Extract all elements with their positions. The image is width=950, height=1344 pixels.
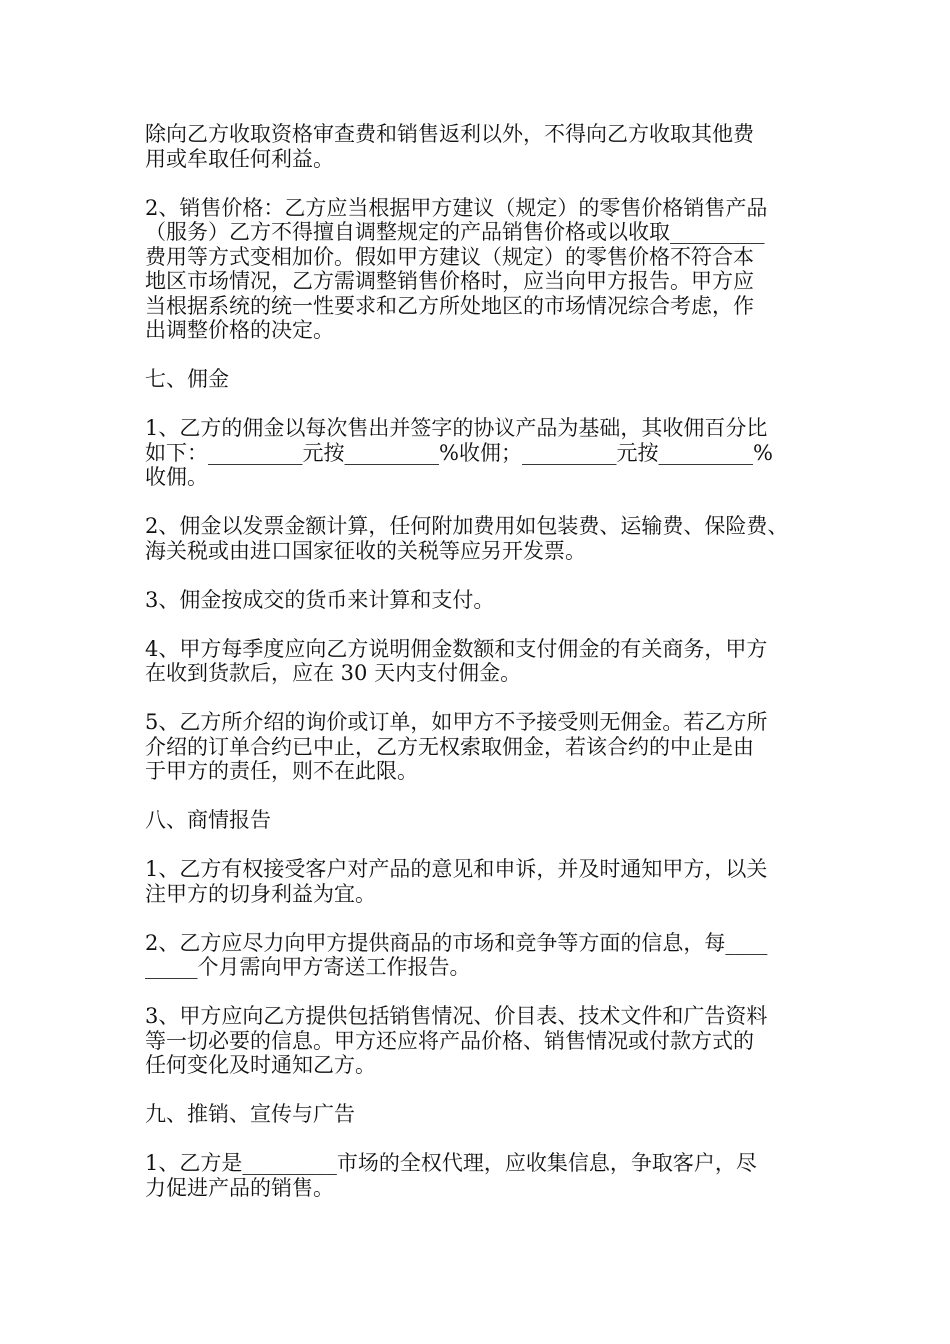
text-line: 2、销售价格：乙方应当根据甲方建议（规定）的零售价格销售产品 xyxy=(145,195,768,220)
text-line: 介绍的订单合约已中止，乙方无权索取佣金，若该合约的中止是由 xyxy=(145,734,754,759)
text-line: 在收到货款后，应在 30 天内支付佣金。 xyxy=(145,661,522,685)
text-line: 1、乙方的佣金以每次售出并签字的协议产品为基础，其收佣百分比 xyxy=(145,416,768,440)
text-line: 费用等方式变相加价。假如甲方建议（规定）的零售价格不符合本 xyxy=(145,244,754,269)
paragraph xyxy=(145,122,817,171)
paragraph xyxy=(145,857,817,906)
paragraph xyxy=(145,1004,817,1078)
text-line: 3、佣金按成交的货币来计算和支付。 xyxy=(145,587,495,612)
text-line: 九、推销、宣传与广告 xyxy=(145,1102,355,1126)
paragraph xyxy=(145,931,817,980)
paragraph xyxy=(145,514,817,563)
text-line: 用或牟取任何利益。 xyxy=(145,146,334,171)
text-line: 力促进产品的销售。 xyxy=(145,1175,334,1200)
text-line: 当根据系统的统一性要求和乙方所处地区的市场情况综合考虑，作 xyxy=(145,293,754,318)
text-line: 七、佣金 xyxy=(145,367,229,391)
text-line: 地区市场情况，乙方需调整销售价格时，应当向甲方报告。甲方应 xyxy=(145,269,754,293)
paragraph xyxy=(145,588,817,613)
text-line: （服务）乙方不得擅自调整规定的产品销售价格或以收取_________ xyxy=(145,220,765,244)
text-line: 出调整价格的决定。 xyxy=(145,318,334,342)
paragraph xyxy=(145,196,817,343)
section-heading xyxy=(145,808,817,833)
text-line: _____个月需向甲方寄送工作报告。 xyxy=(145,955,471,979)
text-line: 八、商情报告 xyxy=(145,808,271,832)
section-heading xyxy=(145,1102,817,1127)
text-line: 5、乙方所介绍的询价或订单，如甲方不予接受则无佣金。若乙方所 xyxy=(145,710,768,734)
text-line: 2、乙方应尽力向甲方提供商品的市场和竞争等方面的信息，每____ xyxy=(145,930,768,955)
text-line: 4、甲方每季度应向乙方说明佣金数额和支付佣金的有关商务，甲方 xyxy=(145,636,768,661)
text-line: 2、佣金以发票金额计算，任何附加费用如包装费、运输费、保险费、 xyxy=(145,514,789,538)
document-body xyxy=(145,122,817,1225)
paragraph xyxy=(145,1151,817,1200)
text-line: 任何变化及时通知乙方。 xyxy=(145,1053,376,1077)
text-line: 1、乙方有权接受客户对产品的意见和申诉，并及时通知甲方，以关 xyxy=(145,857,768,881)
text-line: 1、乙方是_________市场的全权代理，应收集信息，争取客户，尽 xyxy=(145,1151,757,1175)
paragraph xyxy=(145,710,817,784)
text-line: 海关税或由进口国家征收的关税等应另开发票。 xyxy=(145,538,586,563)
text-line: 注甲方的切身利益为宜。 xyxy=(145,881,376,906)
paragraph xyxy=(145,637,817,686)
text-line: 于甲方的责任，则不在此限。 xyxy=(145,759,418,783)
text-line: 3、甲方应向乙方提供包括销售情况、价目表、技术文件和广告资料 xyxy=(145,1004,768,1028)
text-line: 收佣。 xyxy=(145,465,208,489)
text-line: 等一切必要的信息。甲方还应将产品价格、销售情况或付款方式的 xyxy=(145,1028,754,1053)
text-line: 除向乙方收取资格审查费和销售返利以外，不得向乙方收取其他费 xyxy=(145,122,754,146)
text-line: 如下：_________元按_________%收佣；_________元按_________% xyxy=(145,440,773,465)
section-heading xyxy=(145,367,817,392)
paragraph xyxy=(145,416,817,490)
